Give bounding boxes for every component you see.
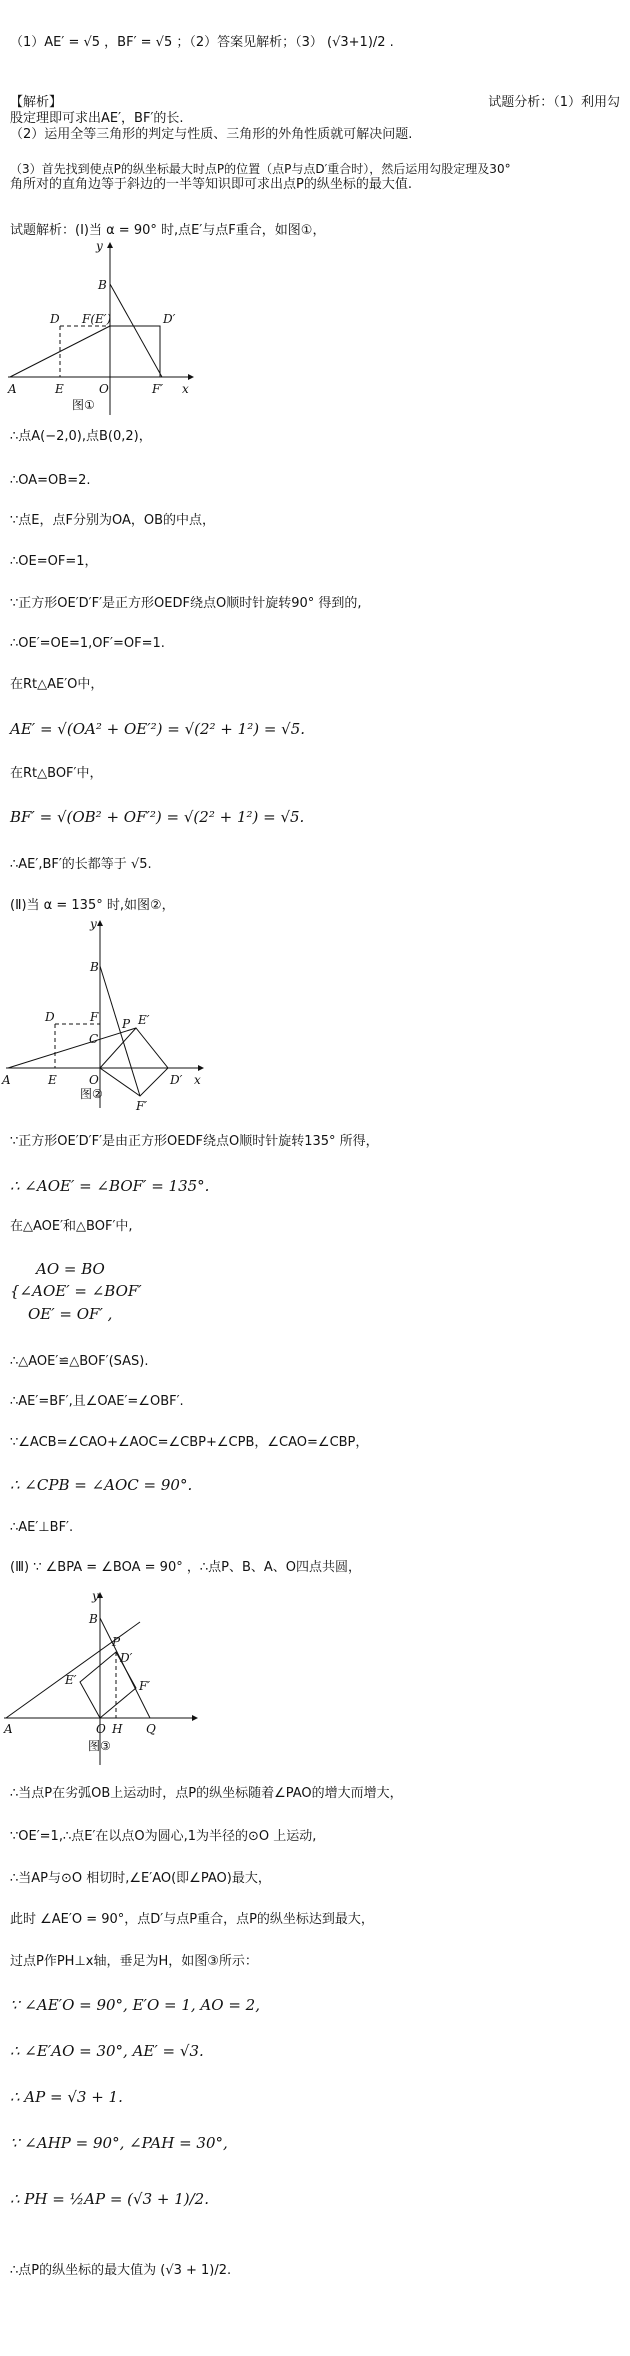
s1-line-1: ∴OA=OB=2. <box>10 473 91 488</box>
fig2-label-E: E <box>48 1073 57 1087</box>
fig1-label-A: A <box>8 382 17 396</box>
s3-line-6: ∴ ∠E′AO = 30°, AE′ = √3. <box>10 2042 204 2060</box>
analysis-l4: 角所对的直角边等于斜边的一半等知识即可求出点P的纵坐标的最大值. <box>10 177 412 192</box>
fig2-label-x: x <box>194 1073 201 1087</box>
s1-line-7: AE′ = √(OA² + OE′²) = √(2² + 1²) = √5. <box>10 720 306 738</box>
fig3-label-B: B <box>89 1612 98 1626</box>
s2-line-3: AO = BO <box>36 1260 105 1278</box>
fig2-label-y: y <box>90 918 97 931</box>
fig1-label-Dp: D′ <box>163 312 176 326</box>
s2-line-10: ∴AE′⊥BF′. <box>10 1520 74 1535</box>
s3-title: (Ⅲ) ∵ ∠BPA = ∠BOA = 90° ，∴点P、B、A、O四点共圆， <box>10 1560 362 1575</box>
s2-line-7: ∴AE′=BF′,且∠OAE′=∠OBF′. <box>10 1394 184 1409</box>
analysis-l3: （3）首先找到使点P的纵坐标最大时点P的位置（点P与点D′重合时），然后运用勾股定理及30° <box>10 162 511 176</box>
fig2-label-Fp: F′ <box>136 1099 148 1113</box>
s2-line-6: ∴△AOE′≌△BOF′(SAS). <box>10 1354 149 1369</box>
fig3-label-H: H <box>112 1722 123 1736</box>
fig2-label-Ep: E′ <box>138 1013 150 1027</box>
s2-line-9: ∴ ∠CPB = ∠AOC = 90°. <box>10 1476 193 1494</box>
s1-line-8: 在Rt△BOF′中， <box>10 766 103 781</box>
fig2-label-Dp: D′ <box>170 1073 183 1087</box>
fig3-caption: 图③ <box>88 1739 111 1753</box>
fig2-label-P: P <box>122 1017 131 1031</box>
fig2-caption: 图② <box>80 1087 103 1101</box>
s1-line-9: BF′ = √(OB² + OF′²) = √(2² + 1²) = √5. <box>10 808 305 826</box>
s1-line-5: ∴OE′=OE=1,OF′=OF=1. <box>10 636 165 651</box>
fig3-label-Ep: E′ <box>65 1673 77 1687</box>
fig1-label-O: O <box>99 382 109 396</box>
s3-line-4: 过点P作PH⊥x轴，垂足为H，如图③所示： <box>10 1954 258 1969</box>
analysis-right: 试题分析：（1）利用勾 <box>488 95 620 110</box>
solution-title: 试题解析：(Ⅰ)当 α = 90° 时,点E′与点F重合，如图①， <box>10 223 326 238</box>
s1-line-6: 在Rt△AE′O中， <box>10 677 104 692</box>
fig1-label-D: D <box>50 312 60 326</box>
s2-line-0: ∵正方形OE′D′F′是由正方形OEDF绕点O顺时针旋转135° 所得， <box>10 1134 379 1149</box>
s1-line-3: ∴OE=OF=1， <box>10 554 98 569</box>
s1-line-10: ∴AE′,BF′的长都等于 √5. <box>10 857 152 872</box>
fig1-label-Fp: F′ <box>152 382 164 396</box>
fig2-label-F: F <box>90 1010 99 1024</box>
s3-line-2: ∴当AP与⊙O 相切时,∠E′AO(即∠PAO)最大， <box>10 1871 271 1886</box>
s3-line-9: ∴ PH = ½AP = (√3 + 1)/2. <box>10 2190 209 2208</box>
s3-line-1: ∵OE′=1,∴点E′在以点O为圆心,1为半径的⊙O 上运动, <box>10 1829 317 1844</box>
fig1-label-y: y <box>96 240 103 253</box>
s3-line-3: 此时 ∠AE′O = 90°，点D′与点P重合，点P的纵坐标达到最大， <box>10 1912 374 1927</box>
fig1-label-FE: F(E′) <box>82 312 112 326</box>
s3-line-5: ∵ ∠AE′O = 90°, E′O = 1, AO = 2, <box>10 1996 260 2014</box>
fig3-label-Fp: F′ <box>139 1679 151 1693</box>
s1-line-2: ∵点E，点F分别为OA，OB的中点， <box>10 513 216 528</box>
fig3-label-y: y <box>92 1590 99 1603</box>
fig3-label-Q: Q <box>146 1722 156 1736</box>
s3-line-0: ∴当点P在劣弧OB上运动时，点P的纵坐标随着∠PAO的增大而增大， <box>10 1786 403 1801</box>
fig1-label-E: E <box>55 382 64 396</box>
s1-line-0: ∴点A(−2,0),点B(0,2)， <box>10 429 152 444</box>
s2-line-4: {∠AOE′ = ∠BOF′ <box>10 1282 142 1300</box>
fig3-label-A: A <box>4 1722 13 1736</box>
analysis-l2: （2）运用全等三角形的判定与性质、三角形的外角性质就可解决问题. <box>10 127 413 142</box>
fig2-label-A: A <box>2 1073 11 1087</box>
fig2-label-B: B <box>90 960 99 974</box>
fig3-label-Dp: D′ <box>120 1651 133 1665</box>
fig2-label-D: D <box>45 1010 55 1024</box>
figure-1 <box>0 240 200 425</box>
fig3-label-O: O <box>96 1722 106 1736</box>
s2-title: (Ⅱ)当 α = 135° 时,如图②， <box>10 898 175 913</box>
analysis-tag: 【解析】 <box>10 95 63 110</box>
figure-2 <box>0 918 220 1113</box>
fig1-caption: 图① <box>72 398 95 412</box>
fig1-label-x: x <box>182 382 189 396</box>
s3-line-7: ∴ AP = √3 + 1. <box>10 2088 123 2106</box>
s3-line-8: ∵ ∠AHP = 90°, ∠PAH = 30°, <box>10 2134 228 2152</box>
fig1-label-B: B <box>98 278 107 292</box>
s1-line-4: ∵正方形OE′D′F′是正方形OEDF绕点O顺时针旋转90° 得到的, <box>10 596 362 611</box>
figure-3 <box>0 1590 200 1770</box>
fig2-label-C: C <box>89 1032 99 1046</box>
fig2-label-O: O <box>89 1073 99 1087</box>
fig3-label-P: P <box>112 1635 121 1649</box>
s3-line-10: ∴点P的纵坐标的最大值为 (√3 + 1)/2. <box>10 2263 232 2278</box>
answer-line: （1）AE′ = √5 ，BF′ = √5 ；（2）答案见解析；（3） (√3+1)/2 . <box>10 35 394 50</box>
s2-line-1: ∴ ∠AOE′ = ∠BOF′ = 135°. <box>10 1177 210 1195</box>
s2-line-8: ∵∠ACB=∠CAO+∠AOC=∠CBP+∠CPB，∠CAO=∠CBP， <box>10 1435 369 1450</box>
s2-line-5: OE′ = OF′ , <box>28 1305 113 1323</box>
s2-line-2: 在△AOE′和△BOF′中, <box>10 1219 133 1234</box>
analysis-l1: 股定理即可求出AE′，BF′的长. <box>10 111 184 126</box>
